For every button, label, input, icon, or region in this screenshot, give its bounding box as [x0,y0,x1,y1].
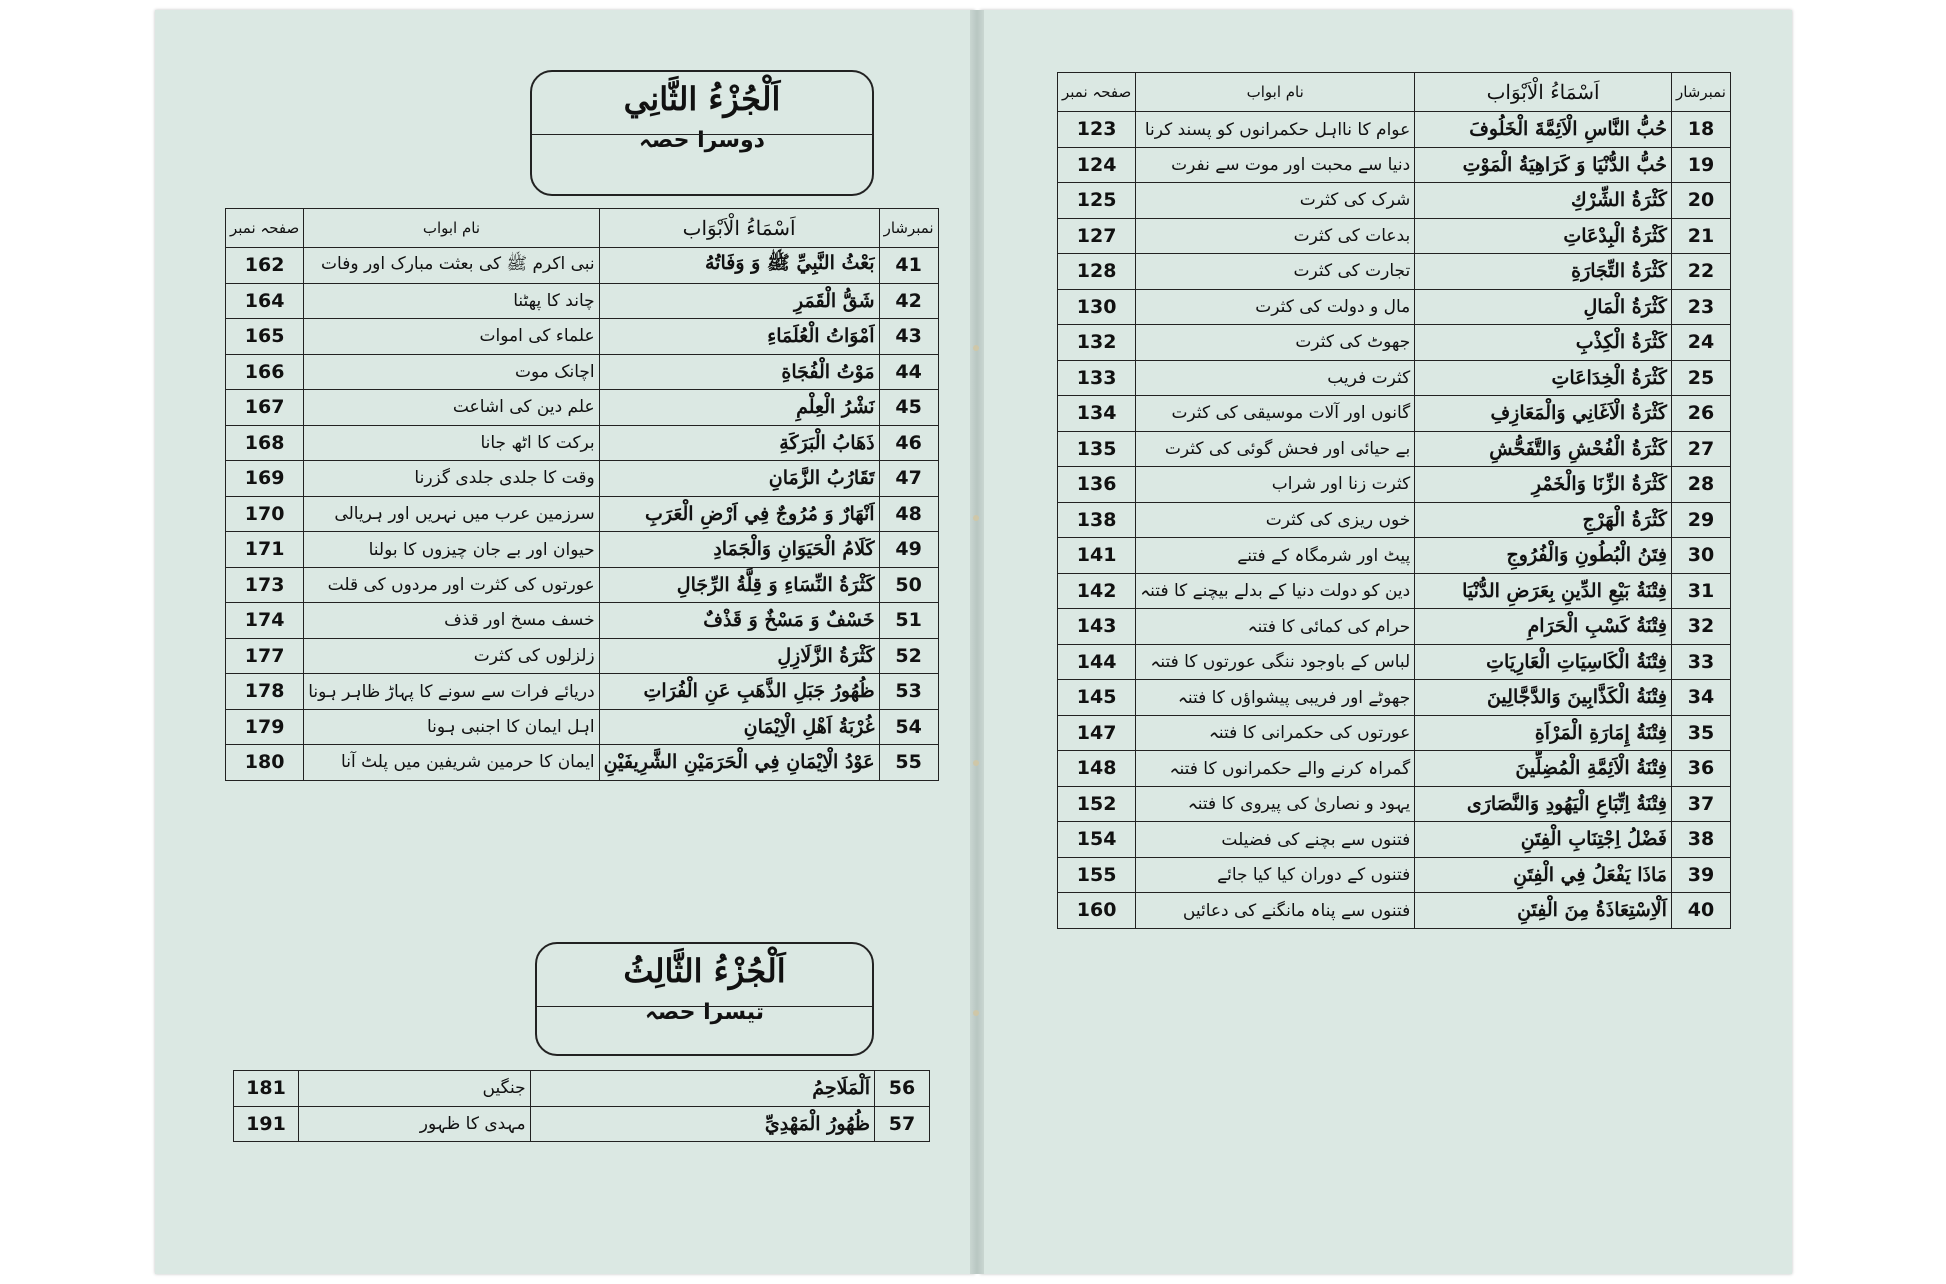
page-number-cell: 136 [1058,467,1136,503]
urdu-title-cell: کثرت فریب [1136,360,1415,396]
table-row [1058,786,1731,822]
urdu-title-cell: گانوں اور آلات موسیقی کی کثرت [1136,396,1415,432]
table-row [226,638,939,674]
arabic-title-cell: ظُهُورُ جَبَلِ الذَّهَبِ عَنِ الْفُرَاتِ [599,674,879,710]
header-urdu: نام ابواب [304,209,599,248]
serial-number-cell: 46 [879,425,938,461]
table-row [1058,751,1731,787]
urdu-title-cell: مہدی کا ظہور [298,1106,530,1142]
arabic-title-cell: كَثْرَةُ الزِّنَا وَالْخَمْرِ [1415,467,1672,503]
page-number-cell: 179 [226,709,304,745]
page-number-cell: 169 [226,461,304,497]
table-row [226,674,939,710]
arabic-title-cell: كَثْرَةُ الْهَرْجِ [1415,502,1672,538]
table-row [226,532,939,568]
header-number: نمبرشار [879,209,938,248]
table-row [1058,112,1731,148]
urdu-title-cell: دنیا سے محبت اور موت سے نفرت [1136,147,1415,183]
serial-number-cell: 30 [1671,538,1730,574]
serial-number-cell: 19 [1671,147,1730,183]
table-row [226,745,939,781]
urdu-title-cell: تجارت کی کثرت [1136,254,1415,290]
part3-title-box [535,942,874,1056]
arabic-title-cell: كَثْرَةُ الْخِدَاعَاتِ [1415,360,1672,396]
serial-number-cell: 37 [1671,786,1730,822]
table-header-row [226,209,939,248]
urdu-title-cell: کثرت زنا اور شراب [1136,467,1415,503]
arabic-title-cell: تَقَارُبُ الزَّمَانِ [599,461,879,497]
part3-subtitle: تیسرا حصہ [645,1000,764,1025]
urdu-title-cell: برکت کا اٹھ جانا [304,425,599,461]
table-row [1058,183,1731,219]
page-number-cell: 143 [1058,609,1136,645]
table-row [234,1106,930,1142]
serial-number-cell: 26 [1671,396,1730,432]
serial-number-cell: 52 [879,638,938,674]
page-number-cell: 135 [1058,431,1136,467]
serial-number-cell: 50 [879,567,938,603]
page-number-cell: 155 [1058,857,1136,893]
arabic-title-cell: ظُهُورُ الْمَهْدِيِّ [530,1106,874,1142]
urdu-title-cell: علم دین کی اشاعت [304,390,599,426]
urdu-title-cell: بے حیائی اور فحش گوئی کی کثرت [1136,431,1415,467]
arabic-title-cell: مَاذَا يَفْعَلُ فِي الْفِتَنِ [1415,857,1672,893]
serial-number-cell: 56 [875,1071,930,1107]
page-number-cell: 123 [1058,112,1136,148]
header-arabic: اَسْمَاءُ الْاَبْوَاب [1415,73,1672,112]
table-row [226,461,939,497]
arabic-title-cell: اَلْمَلَاحِمُ [530,1071,874,1107]
serial-number-cell: 53 [879,674,938,710]
urdu-title-cell: پیٹ اور شرمگاہ کے فتنے [1136,538,1415,574]
page-number-cell: 173 [226,567,304,603]
page-number-cell: 130 [1058,289,1136,325]
urdu-title-cell: حیوان اور بے جان چیزوں کا بولنا [304,532,599,568]
table-header-row [1058,73,1731,112]
title-divider [537,1006,872,1007]
page-number-cell: 128 [1058,254,1136,290]
contents-table-part1 [1057,72,1731,929]
table-row [1058,857,1731,893]
urdu-title-cell: نبی اکرم ﷺ کی بعثت مبارک اور وفات [304,248,599,284]
serial-number-cell: 27 [1671,431,1730,467]
serial-number-cell: 47 [879,461,938,497]
table-row [226,496,939,532]
arabic-title-cell: بَعْثُ النَّبِيِّ ﷺ وَ وَفَاتُهُ [599,248,879,284]
stitch-mark [973,345,979,351]
serial-number-cell: 21 [1671,218,1730,254]
table-row [234,1071,930,1107]
book-spine [970,10,984,1274]
arabic-title-cell: اَمْوَاتُ الْعُلَمَاءِ [599,319,879,355]
serial-number-cell: 22 [1671,254,1730,290]
table-row [226,354,939,390]
page-number-cell: 164 [226,283,304,319]
arabic-title-cell: فِتْنَةُ الْاَئِمَّةِ الْمُضِلِّينَ [1415,751,1672,787]
table-row [1058,147,1731,183]
page-number-cell: 147 [1058,715,1136,751]
page-number-cell: 171 [226,532,304,568]
page-number-cell: 168 [226,425,304,461]
table-row [1058,396,1731,432]
table-row [226,709,939,745]
serial-number-cell: 40 [1671,893,1730,929]
table-row [1058,573,1731,609]
page-number-cell: 148 [1058,751,1136,787]
stitch-mark [973,760,979,766]
urdu-title-cell: عورتوں کی حکمرانی کا فتنہ [1136,715,1415,751]
page-number-cell: 127 [1058,218,1136,254]
table-row [1058,502,1731,538]
arabic-title-cell: ذَهَابُ الْبَرَكَةِ [599,425,879,461]
contents-table-part2 [225,208,939,781]
page-number-cell: 124 [1058,147,1136,183]
table-row [1058,609,1731,645]
arabic-title-cell: اَلْاِسْتِعَاذَةُ مِنَ الْفِتَنِ [1415,893,1672,929]
arabic-title-cell: كَثْرَةُ الْكِذْبِ [1415,325,1672,361]
urdu-title-cell: خوں ریزی کی کثرت [1136,502,1415,538]
arabic-title-cell: كَثْرَةُ الْاَغَانِي وَالْمَعَازِفِ [1415,396,1672,432]
page-number-cell: 138 [1058,502,1136,538]
serial-number-cell: 51 [879,603,938,639]
urdu-title-cell: اہل ایمان کا اجنبی ہونا [304,709,599,745]
urdu-title-cell: عوام کا نااہل حکمرانوں کو پسند کرنا [1136,112,1415,148]
urdu-title-cell: مال و دولت کی کثرت [1136,289,1415,325]
serial-number-cell: 33 [1671,644,1730,680]
urdu-title-cell: سرزمین عرب میں نہریں اور ہریالی [304,496,599,532]
header-page: صفحہ نمبر [226,209,304,248]
urdu-title-cell: علماء کی اموات [304,319,599,355]
arabic-title-cell: فِتْنَةُ الْكَاسِيَاتِ الْعَارِيَاتِ [1415,644,1672,680]
urdu-title-cell: ایمان کا حرمین شریفین میں پلٹ آنا [304,745,599,781]
page-number-cell: 134 [1058,396,1136,432]
table-row [226,248,939,284]
table-row [1058,254,1731,290]
arabic-title-cell: شَقُّ الْقَمَرِ [599,283,879,319]
arabic-title-cell: فِتَنُ الْبُطُونِ وَالْفُرُوجِ [1415,538,1672,574]
page-number-cell: 132 [1058,325,1136,361]
page-number-cell: 160 [1058,893,1136,929]
stitch-mark [973,515,979,521]
serial-number-cell: 54 [879,709,938,745]
page-number-cell: 174 [226,603,304,639]
urdu-title-cell: وقت کا جلدی جلدی گزرنا [304,461,599,497]
part3-title: اَلْجُزْءُ الثَّالِثُ [623,952,786,990]
urdu-title-cell: عورتوں کی کثرت اور مردوں کی قلت [304,567,599,603]
urdu-title-cell: یہود و نصاریٰ کی پیروی کا فتنہ [1136,786,1415,822]
serial-number-cell: 31 [1671,573,1730,609]
header-number: نمبرشار [1671,73,1730,112]
urdu-title-cell: حرام کی کمائی کا فتنہ [1136,609,1415,645]
arabic-title-cell: فِتْنَةُ اِتِّبَاعِ الْيَهُودِ وَالنَّصَارَى [1415,786,1672,822]
table-row [1058,538,1731,574]
page-number-cell: 180 [226,745,304,781]
serial-number-cell: 43 [879,319,938,355]
arabic-title-cell: فِتْنَةُ الْكَذَّابِينَ وَالدَّجَّالِينَ [1415,680,1672,716]
table-row [1058,218,1731,254]
table-row [226,319,939,355]
arabic-title-cell: خَسْفٌ وَ مَسْخٌ وَ قَذْفٌ [599,603,879,639]
table-row [1058,893,1731,929]
urdu-title-cell: فتنوں سے بچنے کی فضیلت [1136,822,1415,858]
urdu-title-cell: فتنوں کے دوران کیا کیا جائے [1136,857,1415,893]
table-row [1058,431,1731,467]
urdu-title-cell: خسف مسخ اور قذف [304,603,599,639]
serial-number-cell: 28 [1671,467,1730,503]
page-number-cell: 152 [1058,786,1136,822]
serial-number-cell: 55 [879,745,938,781]
urdu-title-cell: گمراہ کرنے والے حکمرانوں کا فتنہ [1136,751,1415,787]
serial-number-cell: 34 [1671,680,1730,716]
title-divider [532,134,872,135]
arabic-title-cell: مَوْتُ الْفُجَاةِ [599,354,879,390]
table-row [1058,822,1731,858]
table-row [1058,467,1731,503]
serial-number-cell: 44 [879,354,938,390]
part2-title: اَلْجُزْءُ الثَّانِي [623,80,781,118]
table-row [226,425,939,461]
serial-number-cell: 48 [879,496,938,532]
header-urdu: نام ابواب [1136,73,1415,112]
table-row [226,283,939,319]
arabic-title-cell: عَوْدُ الْاِيْمَانِ فِي الْحَرَمَيْنِ الشَّرِيفَيْنِ [599,745,879,781]
arabic-title-cell: كَثْرَةُ الْفُحْشِ وَالتَّفَحُّشِ [1415,431,1672,467]
arabic-title-cell: كَثْرَةُ النِّسَاءِ وَ قِلَّةُ الرِّجَالِ [599,567,879,603]
arabic-title-cell: فِتْنَةُ إِمَارَةِ الْمَرْاَةِ [1415,715,1672,751]
urdu-title-cell: اچانک موت [304,354,599,390]
arabic-title-cell: نَشْرُ الْعِلْمِ [599,390,879,426]
arabic-title-cell: فَضْلُ اِجْتِنَابِ الْفِتَنِ [1415,822,1672,858]
page-number-cell: 145 [1058,680,1136,716]
serial-number-cell: 24 [1671,325,1730,361]
arabic-title-cell: كَثْرَةُ الشِّرْكِ [1415,183,1672,219]
page-number-cell: 125 [1058,183,1136,219]
page-number-cell: 170 [226,496,304,532]
page-number-cell: 167 [226,390,304,426]
table-row [1058,289,1731,325]
arabic-title-cell: اَنْهَارٌ وَ مُرُوجٌ فِي اَرْضِ الْعَرَبِ [599,496,879,532]
serial-number-cell: 25 [1671,360,1730,396]
header-arabic: اَسْمَاءُ الْاَبْوَاب [599,209,879,248]
urdu-title-cell: شرک کی کثرت [1136,183,1415,219]
urdu-title-cell: دریائے فرات سے سونے کا پہاڑ ظاہر ہونا [304,674,599,710]
stitch-mark [973,1010,979,1016]
page-number-cell: 178 [226,674,304,710]
arabic-title-cell: كَثْرَةُ الْبِدْعَاتِ [1415,218,1672,254]
serial-number-cell: 42 [879,283,938,319]
table-row [1058,325,1731,361]
page-number-cell: 144 [1058,644,1136,680]
table-row [1058,644,1731,680]
arabic-title-cell: كَلَامُ الْحَيَوَانِ وَالْجَمَادِ [599,532,879,568]
urdu-title-cell: بدعات کی کثرت [1136,218,1415,254]
page-number-cell: 181 [234,1071,299,1107]
contents-table-part3 [233,1070,930,1142]
arabic-title-cell: فِتْنَةُ كَسْبِ الْحَرَامِ [1415,609,1672,645]
serial-number-cell: 32 [1671,609,1730,645]
arabic-title-cell: كَثْرَةُ الزَّلَازِلِ [599,638,879,674]
serial-number-cell: 41 [879,248,938,284]
serial-number-cell: 38 [1671,822,1730,858]
page-number-cell: 162 [226,248,304,284]
arabic-title-cell: فِتْنَةُ بَيْعِ الدِّينِ بِعَرَضِ الدُّنْيَا [1415,573,1672,609]
page-number-cell: 191 [234,1106,299,1142]
arabic-title-cell: حُبُّ النَّاسِ الْاَئِمَّةَ الْخَلُوفَ [1415,112,1672,148]
page-number-cell: 154 [1058,822,1136,858]
part2-subtitle: دوسرا حصہ [639,128,765,153]
table-row [1058,680,1731,716]
page-number-cell: 133 [1058,360,1136,396]
urdu-title-cell: لباس کے باوجود ننگی عورتوں کا فتنہ [1136,644,1415,680]
table-row [226,390,939,426]
table-row [226,603,939,639]
table-row [1058,715,1731,751]
page-number-cell: 165 [226,319,304,355]
page-number-cell: 141 [1058,538,1136,574]
serial-number-cell: 29 [1671,502,1730,538]
page-number-cell: 142 [1058,573,1136,609]
serial-number-cell: 49 [879,532,938,568]
serial-number-cell: 39 [1671,857,1730,893]
serial-number-cell: 45 [879,390,938,426]
arabic-title-cell: كَثْرَةُ الْمَالِ [1415,289,1672,325]
serial-number-cell: 36 [1671,751,1730,787]
header-page: صفحہ نمبر [1058,73,1136,112]
page-number-cell: 177 [226,638,304,674]
serial-number-cell: 57 [875,1106,930,1142]
arabic-title-cell: غُرْبَةُ اَهْلِ الْاِيْمَانِ [599,709,879,745]
page-number-cell: 166 [226,354,304,390]
urdu-title-cell: دین کو دولت دنیا کے بدلے بیچنے کا فتنہ [1136,573,1415,609]
urdu-title-cell: جنگیں [298,1071,530,1107]
urdu-title-cell: جھوٹے اور فریبی پیشواؤں کا فتنہ [1136,680,1415,716]
urdu-title-cell: جھوٹ کی کثرت [1136,325,1415,361]
urdu-title-cell: فتنوں سے پناہ مانگنے کی دعائیں [1136,893,1415,929]
serial-number-cell: 20 [1671,183,1730,219]
table-row [226,567,939,603]
arabic-title-cell: كَثْرَةُ التِّجَارَةِ [1415,254,1672,290]
serial-number-cell: 23 [1671,289,1730,325]
urdu-title-cell: چاند کا پھٹنا [304,283,599,319]
serial-number-cell: 35 [1671,715,1730,751]
serial-number-cell: 18 [1671,112,1730,148]
urdu-title-cell: زلزلوں کی کثرت [304,638,599,674]
table-row [1058,360,1731,396]
arabic-title-cell: حُبُّ الدُّنْيَا وَ كَرَاهِيَةُ الْمَوْتِ [1415,147,1672,183]
part2-title-box [530,70,874,196]
